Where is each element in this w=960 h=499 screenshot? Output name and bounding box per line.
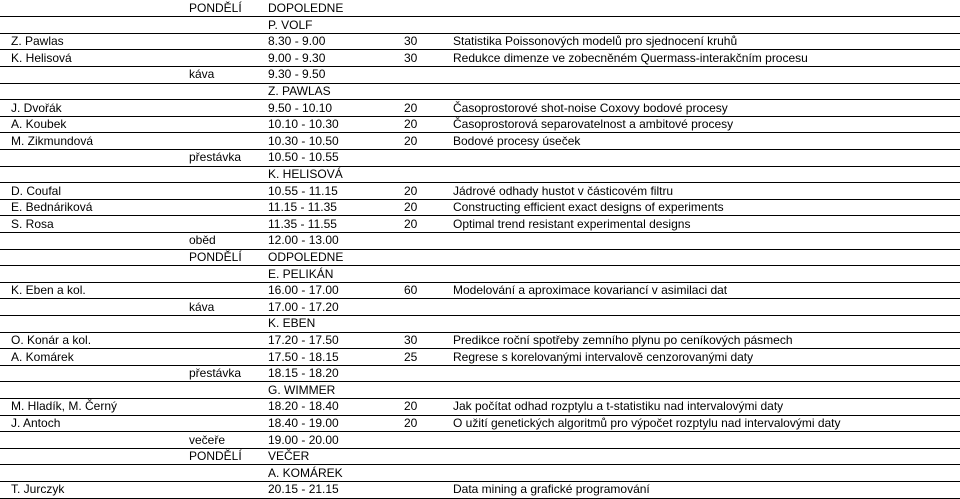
duration-cell: 30 — [404, 333, 418, 347]
speaker-cell: J. Dvořák — [11, 100, 62, 115]
time-cell: 9.50 - 10.10 — [268, 100, 333, 115]
duration-cell: 20 — [404, 216, 418, 231]
table-row — [0, 166, 960, 182]
session-label-cell: PONDĚLÍ — [189, 449, 242, 464]
table-row — [0, 365, 960, 381]
talk-title-cell: Bodové procesy úseček — [453, 133, 581, 148]
time-cell: 17.00 - 17.20 — [268, 299, 339, 314]
talk-title-cell: Constructing efficient exact designs of experiments — [453, 200, 724, 215]
speaker-cell: S. Rosa — [11, 216, 54, 231]
time-cell: K. EBEN — [268, 316, 316, 331]
table-row — [0, 183, 960, 199]
speaker-cell: Z. Pawlas — [11, 34, 64, 49]
session-label-cell: káva — [189, 67, 215, 82]
time-cell: E. PELIKÁN — [268, 266, 334, 281]
speaker-cell: O. Konár a kol. — [11, 333, 92, 347]
time-cell: 9.30 - 9.50 — [268, 67, 326, 82]
duration-cell: 20 — [404, 183, 418, 198]
talk-title-cell: Časoprostorová separovatelnost a ambitové procesy — [453, 117, 734, 132]
time-cell: 10.55 - 11.15 — [268, 183, 338, 198]
session-label-cell: káva — [189, 299, 215, 314]
speaker-cell: A. Koubek — [11, 117, 67, 132]
talk-title-cell: Data mining a grafické programování — [453, 482, 650, 497]
table-row — [0, 266, 960, 282]
time-cell: DOPOLEDNE — [268, 1, 344, 15]
table-row — [0, 415, 960, 431]
table-row — [0, 465, 960, 481]
time-cell: 10.10 - 10.30 — [268, 117, 339, 132]
speaker-cell: D. Coufal — [11, 183, 62, 198]
duration-cell: 20 — [404, 200, 418, 215]
speaker-cell: J. Antoch — [11, 416, 61, 430]
time-cell: 18.20 - 18.40 — [268, 399, 339, 414]
table-row — [0, 33, 960, 49]
table-row — [0, 133, 960, 149]
table-row — [0, 0, 960, 16]
table-row — [0, 17, 960, 33]
time-cell: 17.20 - 17.50 — [268, 333, 339, 347]
speaker-cell: K. Helisová — [11, 50, 72, 65]
talk-title-cell: Statistika Poissonových modelů pro sjednocení kruhů — [453, 34, 738, 49]
time-cell: VEČER — [268, 449, 310, 464]
duration-cell: 20 — [404, 133, 418, 148]
table-row — [0, 249, 960, 265]
time-cell: 12.00 - 13.00 — [268, 233, 339, 248]
table-row — [0, 398, 960, 414]
duration-cell: 20 — [404, 100, 418, 115]
session-label-cell: oběd — [189, 233, 216, 248]
table-row — [0, 315, 960, 331]
table-row — [0, 116, 960, 132]
table-row — [0, 50, 960, 66]
talk-title-cell: Časoprostorové shot-noise Coxovy bodové procesy — [453, 100, 728, 115]
duration-cell: 30 — [404, 34, 418, 49]
time-cell: 17.50 - 18.15 — [268, 349, 339, 364]
session-label-cell: večeře — [189, 432, 226, 447]
talk-title-cell: Regrese s korelovanými intervalově cenzorovanými daty — [453, 349, 754, 364]
time-cell: G. WIMMER — [268, 382, 336, 397]
table-row — [0, 199, 960, 215]
time-cell: 19.00 - 20.00 — [268, 432, 339, 447]
speaker-cell: M. Zikmundová — [11, 133, 94, 148]
time-cell: 11.35 - 11.55 — [268, 216, 337, 231]
time-cell: 20.15 - 21.15 — [268, 482, 339, 497]
time-cell: 16.00 - 17.00 — [268, 283, 339, 298]
time-cell: Z. PAWLAS — [268, 84, 331, 98]
speaker-cell: M. Hladík, M. Černý — [11, 399, 118, 414]
time-cell: 11.15 - 11.35 — [268, 200, 337, 215]
duration-cell: 20 — [404, 117, 418, 132]
table-row — [0, 448, 960, 464]
table-row — [0, 282, 960, 298]
duration-cell: 20 — [404, 416, 418, 430]
talk-title-cell: Jak počítat odhad rozptylu a t-statistiku nad intervalovými daty — [453, 399, 784, 414]
time-cell: 10.30 - 10.50 — [268, 133, 339, 148]
time-cell: ODPOLEDNE — [268, 250, 344, 264]
session-label-cell: PONDĚLÍ — [189, 250, 242, 264]
time-cell: 18.15 - 18.20 — [268, 366, 339, 381]
talk-title-cell: Optimal trend resistant experimental designs — [453, 216, 691, 231]
speaker-cell: A. Komárek — [11, 349, 74, 364]
time-cell: 18.40 - 19.00 — [268, 416, 339, 430]
table-row — [0, 481, 960, 497]
speaker-cell: K. Eben a kol. — [11, 283, 86, 298]
table-row — [0, 100, 960, 116]
talk-title-cell: Modelování a aproximace kovariancí v asimilaci dat — [453, 283, 728, 298]
table-row — [0, 349, 960, 365]
time-cell: 10.50 - 10.55 — [268, 150, 339, 165]
time-cell: 8.30 - 9.00 — [268, 34, 326, 49]
row-divider — [0, 498, 960, 499]
duration-cell: 30 — [404, 50, 418, 65]
speaker-cell: T. Jurczyk — [11, 482, 65, 497]
table-row — [0, 232, 960, 248]
session-label-cell: přestávka — [189, 366, 242, 381]
table-row — [0, 299, 960, 315]
talk-title-cell: Jádrové odhady hustot v částicovém filtru — [453, 183, 674, 198]
table-row — [0, 149, 960, 165]
session-label-cell: PONDĚLÍ — [189, 1, 242, 15]
time-cell: 9.00 - 9.30 — [268, 50, 326, 65]
table-row — [0, 332, 960, 348]
time-cell: P. VOLF — [268, 17, 313, 32]
time-cell: A. KOMÁREK — [268, 465, 343, 480]
table-row — [0, 66, 960, 82]
duration-cell: 20 — [404, 399, 418, 414]
talk-title-cell: O užití genetických algoritmů pro výpočet rozptylu nad intervalovými daty — [453, 416, 841, 430]
table-row — [0, 382, 960, 398]
session-label-cell: přestávka — [189, 150, 242, 165]
talk-title-cell: Predikce roční spotřeby zemního plynu po ceníkových pásmech — [453, 333, 793, 347]
table-row — [0, 83, 960, 99]
table-row — [0, 216, 960, 232]
speaker-cell: E. Bednáriková — [11, 200, 93, 215]
duration-cell: 25 — [404, 349, 418, 364]
talk-title-cell: Redukce dimenze ve zobecněném Quermass-interakčním procesu — [453, 50, 808, 65]
table-row — [0, 432, 960, 448]
duration-cell: 60 — [404, 283, 418, 298]
time-cell: K. HELISOVÁ — [268, 167, 343, 181]
